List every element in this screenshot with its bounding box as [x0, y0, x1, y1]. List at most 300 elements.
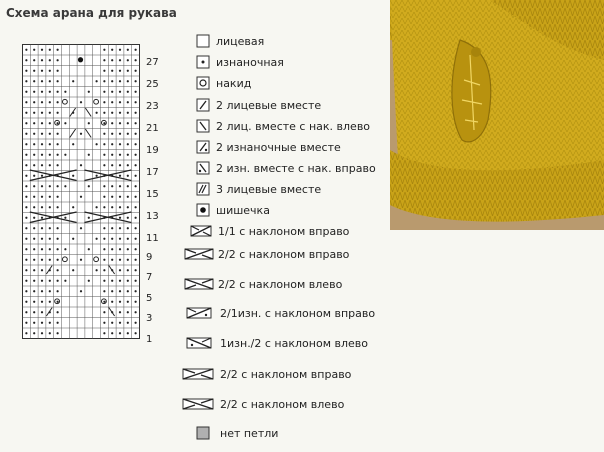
- purl-dot: [119, 59, 121, 61]
- purl-dot: [103, 122, 105, 124]
- purl-dot: [119, 175, 121, 177]
- purl-dot: [135, 122, 137, 124]
- row-number: 3: [146, 313, 153, 324]
- purl-dot: [57, 332, 59, 334]
- purl-dot: [25, 311, 27, 313]
- purl-dot: [33, 217, 35, 219]
- purl-dot: [103, 59, 105, 61]
- purl-dot: [119, 164, 121, 166]
- purl-dot: [135, 269, 137, 271]
- purl-dot: [111, 143, 113, 145]
- purl-dot: [25, 259, 27, 261]
- purl-dot: [64, 91, 66, 93]
- purl-dot: [25, 248, 27, 250]
- purl-dot: [49, 164, 51, 166]
- purl-dot: [49, 280, 51, 282]
- purl-dot: [41, 227, 43, 229]
- purl-dot: [72, 143, 74, 145]
- purl-dot: [41, 259, 43, 261]
- purl-dot: [103, 91, 105, 93]
- purl-dot: [33, 133, 35, 135]
- purl-dot: [119, 143, 121, 145]
- purl-dot: [135, 322, 137, 324]
- purl-dot: [80, 290, 82, 292]
- purl-dot: [103, 133, 105, 135]
- purl-dot: [41, 101, 43, 103]
- purl-dot: [49, 143, 51, 145]
- purl-dot: [41, 269, 43, 271]
- purl-dot: [88, 185, 90, 187]
- purl-dot: [135, 164, 137, 166]
- purl-dot: [41, 206, 43, 208]
- purl-dot: [25, 332, 27, 334]
- purl-dot: [33, 175, 35, 177]
- purl-dot: [80, 133, 82, 135]
- purl-dot: [111, 332, 113, 334]
- purl-dot: [127, 269, 129, 271]
- purl-dot: [33, 238, 35, 240]
- purl-dot: [25, 185, 27, 187]
- purl-dot: [41, 185, 43, 187]
- purl-dot: [127, 122, 129, 124]
- purl-dot: [57, 91, 59, 93]
- k3tog-symbol-icon: [196, 182, 210, 196]
- purl-dot: [103, 196, 105, 198]
- purl-dot: [57, 227, 59, 229]
- purl-dot: [119, 49, 121, 51]
- purl-dot: [49, 322, 51, 324]
- purl-dot: [25, 112, 27, 114]
- row-number: 21: [146, 123, 159, 134]
- cable-1-1-right-icon: [190, 225, 212, 237]
- purl-dot: [41, 332, 43, 334]
- purl-dot: [135, 238, 137, 240]
- row-number: 5: [146, 293, 153, 304]
- k2tog-left-symbol-icon: [196, 119, 210, 133]
- purl-dot: [127, 217, 129, 219]
- purl-dot: [33, 185, 35, 187]
- purl-dot: [119, 248, 121, 250]
- purl-dot: [64, 280, 66, 282]
- purl-dot: [119, 322, 121, 324]
- purl-dot: [64, 185, 66, 187]
- p2tog-symbol-icon: [196, 140, 210, 154]
- purl-dot: [119, 122, 121, 124]
- purl-dot: [127, 206, 129, 208]
- purl-dot: [111, 91, 113, 93]
- legend-label: 2 лиц. вместе с нак. влево: [216, 120, 371, 133]
- purl-dot: [49, 196, 51, 198]
- purl-dot: [33, 196, 35, 198]
- bobble-mark: [78, 57, 83, 62]
- cable-1p-2-left-icon: [186, 337, 212, 349]
- purl-dot: [49, 59, 51, 61]
- purl-dot: [96, 206, 98, 208]
- purl-dot: [135, 311, 137, 313]
- purl-dot: [49, 290, 51, 292]
- purl-dot: [96, 143, 98, 145]
- purl-dot: [135, 290, 137, 292]
- purl-dot: [25, 227, 27, 229]
- purl-dot: [135, 227, 137, 229]
- purl-dot: [57, 59, 59, 61]
- purl-dot: [33, 290, 35, 292]
- purl-dot: [135, 133, 137, 135]
- purl-dot: [88, 280, 90, 282]
- row-number: 9: [146, 252, 153, 263]
- purl-dot: [80, 259, 82, 261]
- purl-dot: [41, 122, 43, 124]
- purl-dot: [41, 175, 43, 177]
- purl-dot: [127, 185, 129, 187]
- purl-dot: [103, 290, 105, 292]
- legend-label: шишечка: [216, 204, 270, 217]
- row-number: 13: [146, 211, 159, 222]
- purl-dot: [57, 70, 59, 72]
- purl-dot: [135, 91, 137, 93]
- purl-dot: [25, 80, 27, 82]
- purl-dot: [103, 154, 105, 156]
- purl-dot: [119, 238, 121, 240]
- purl-dot: [119, 101, 121, 103]
- purl-dot: [111, 112, 113, 114]
- purl-dot: [119, 280, 121, 282]
- purl-dot: [103, 259, 105, 261]
- purl-dot: [49, 238, 51, 240]
- legend-label: нет петли: [220, 427, 279, 440]
- purl-dot: [25, 154, 27, 156]
- purl-dot: [49, 122, 51, 124]
- purl-dot: [80, 227, 82, 229]
- purl-dot: [88, 217, 90, 219]
- k2tog-symbol-icon: [196, 98, 210, 112]
- purl-dot: [119, 70, 121, 72]
- purl-dot: [135, 59, 137, 61]
- purl-dot: [103, 185, 105, 187]
- purl-dot: [135, 49, 137, 51]
- purl-dot: [111, 196, 113, 198]
- purl-dot: [25, 196, 27, 198]
- purl-dot: [111, 164, 113, 166]
- purl-dot: [25, 290, 27, 292]
- purl-dot: [111, 133, 113, 135]
- purl-dot: [135, 101, 137, 103]
- purl-dot: [103, 143, 105, 145]
- purl-dot: [119, 154, 121, 156]
- legend-label: лицевая: [216, 35, 265, 48]
- purl-dot: [103, 311, 105, 313]
- purl-dot: [103, 332, 105, 334]
- purl-dot: [135, 70, 137, 72]
- purl-dot: [111, 154, 113, 156]
- purl-dot: [135, 154, 137, 156]
- purl-dot: [49, 101, 51, 103]
- purl-dot: [88, 248, 90, 250]
- purl-dot: [103, 112, 105, 114]
- purl-dot: [57, 122, 59, 124]
- purl-dot: [49, 112, 51, 114]
- p2tog-right-symbol-icon: [196, 161, 210, 175]
- purl-dot: [49, 49, 51, 51]
- purl-dot: [33, 322, 35, 324]
- purl-dot: [119, 269, 121, 271]
- purl-dot: [25, 206, 27, 208]
- purl-dot: [111, 206, 113, 208]
- purl-dot: [135, 301, 137, 303]
- purl-dot: [64, 122, 66, 124]
- purl-dot: [49, 227, 51, 229]
- purl-dot: [57, 154, 59, 156]
- purl-dot: [111, 280, 113, 282]
- purl-dot: [33, 122, 35, 124]
- purl-dot: [111, 290, 113, 292]
- purl-dot: [57, 143, 59, 145]
- purl-dot: [127, 290, 129, 292]
- purl-dot: [72, 206, 74, 208]
- purl-dot: [41, 238, 43, 240]
- purl-dot: [111, 70, 113, 72]
- purl-dot: [111, 49, 113, 51]
- purl-dot: [33, 59, 35, 61]
- purl-dot: [119, 196, 121, 198]
- purl-dot: [57, 301, 59, 303]
- purl-dot: [111, 301, 113, 303]
- purl-dot: [41, 322, 43, 324]
- purl-dot: [119, 259, 121, 261]
- purl-dot: [33, 227, 35, 229]
- row-number: 25: [146, 79, 159, 90]
- purl-dot: [111, 248, 113, 250]
- purl-dot: [103, 238, 105, 240]
- purl-dot: [119, 217, 121, 219]
- row-number: 7: [146, 272, 153, 283]
- legend-label: 2/2 с наклоном влево: [220, 398, 345, 411]
- legend-label: 2/2 с наклоном вправо: [218, 248, 350, 261]
- cable-2-2-left-icon: [184, 278, 214, 290]
- purl-dot: [135, 206, 137, 208]
- purl-dot: [49, 133, 51, 135]
- purl-dot: [57, 269, 59, 271]
- purl-dot: [127, 91, 129, 93]
- purl-dot: [41, 80, 43, 82]
- legend-label: 2/2 с наклоном вправо: [220, 368, 352, 381]
- purl-dot: [33, 332, 35, 334]
- purl-dot: [127, 133, 129, 135]
- purl-dot: [127, 59, 129, 61]
- purl-dot: [41, 143, 43, 145]
- chart-title: Схема арана для рукава: [6, 6, 177, 20]
- purl-dot: [135, 217, 137, 219]
- row-number: 23: [146, 101, 159, 112]
- cable-2-1p-right-icon: [186, 307, 212, 319]
- purl-dot: [127, 238, 129, 240]
- purl-dot: [33, 301, 35, 303]
- purl-dot: [96, 112, 98, 114]
- purl-dot: [119, 227, 121, 229]
- purl-dot: [103, 101, 105, 103]
- purl-dot: [127, 175, 129, 177]
- purl-dot: [127, 301, 129, 303]
- purl-dot: [119, 332, 121, 334]
- purl-dot: [41, 112, 43, 114]
- purl-dot: [57, 196, 59, 198]
- purl-dot: [57, 280, 59, 282]
- purl-dot: [41, 91, 43, 93]
- purl-dot: [135, 196, 137, 198]
- purl-dot: [33, 311, 35, 313]
- purl-dot: [49, 206, 51, 208]
- purl-dot: [119, 206, 121, 208]
- purl-dot: [72, 269, 74, 271]
- purl-dot: [41, 290, 43, 292]
- purl-dot: [127, 227, 129, 229]
- purl-dot: [25, 238, 27, 240]
- purl-dot: [41, 59, 43, 61]
- purl-dot: [111, 101, 113, 103]
- purl-dot: [25, 49, 27, 51]
- purl-dot: [111, 238, 113, 240]
- purl-dot: [127, 164, 129, 166]
- purl-dot: [57, 322, 59, 324]
- purl-dot: [103, 280, 105, 282]
- legend-label: 3 лицевые вместе: [216, 183, 322, 196]
- purl-dot: [33, 269, 35, 271]
- purl-dot: [64, 217, 66, 219]
- purl-dot: [135, 112, 137, 114]
- row-numbers: [146, 0, 166, 452]
- purl-dot: [96, 238, 98, 240]
- purl-dot: [25, 143, 27, 145]
- purl-dot: [135, 248, 137, 250]
- purl-dot: [127, 280, 129, 282]
- purl-dot: [119, 80, 121, 82]
- purl-dot: [25, 101, 27, 103]
- purl-dot: [103, 227, 105, 229]
- legend-label: 2 изн. вместе с нак. вправо: [216, 162, 376, 175]
- purl-dot: [25, 133, 27, 135]
- purl-dot: [25, 322, 27, 324]
- purl-dot: [103, 269, 105, 271]
- legend-label: 1/1 с наклоном вправо: [218, 225, 350, 238]
- row-number: 11: [146, 233, 159, 244]
- purl-dot: [111, 322, 113, 324]
- purl-dot: [25, 70, 27, 72]
- purl-dot: [127, 248, 129, 250]
- purl-dot: [49, 332, 51, 334]
- purl-dot: [57, 80, 59, 82]
- purl-dot: [127, 332, 129, 334]
- cable-2-2-right-b-icon: [182, 368, 214, 380]
- purl-dot: [88, 154, 90, 156]
- purl-dot: [72, 238, 74, 240]
- purl-dot: [88, 91, 90, 93]
- purl-dot: [103, 301, 105, 303]
- purl-dot: [57, 259, 59, 261]
- purl-dot: [33, 70, 35, 72]
- purl-dot: [57, 112, 59, 114]
- purl-dot: [119, 112, 121, 114]
- purl-dot: [57, 248, 59, 250]
- purl-dot: [25, 164, 27, 166]
- purl-dot: [111, 259, 113, 261]
- purl-dot: [25, 175, 27, 177]
- purl-dot: [49, 248, 51, 250]
- purl-dot: [25, 280, 27, 282]
- legend: [190, 0, 390, 452]
- purl-dot: [127, 196, 129, 198]
- legend-label: накид: [216, 77, 252, 90]
- purl-dot: [127, 49, 129, 51]
- legend-label: 2/1изн. с наклоном вправо: [220, 307, 376, 320]
- purl-dot: [33, 91, 35, 93]
- cable-2-2-left-b-icon: [182, 398, 214, 410]
- purl-dot: [119, 91, 121, 93]
- purl-dot: [57, 164, 59, 166]
- purl-dot: [96, 80, 98, 82]
- purl-dot: [41, 133, 43, 135]
- purl-dot: [135, 175, 137, 177]
- purl-dot: [25, 217, 27, 219]
- purl-dot: [33, 112, 35, 114]
- purl-dot: [33, 280, 35, 282]
- purl-dot: [80, 164, 82, 166]
- purl-dot: [119, 185, 121, 187]
- purl-dot: [88, 122, 90, 124]
- purl-dot: [33, 259, 35, 261]
- purl-dot: [57, 133, 59, 135]
- purl-symbol-icon: [196, 55, 210, 69]
- purl-dot: [41, 49, 43, 51]
- purl-dot: [111, 185, 113, 187]
- legend-label: 2 лицевые вместе: [216, 99, 322, 112]
- purl-dot: [41, 217, 43, 219]
- purl-dot: [49, 80, 51, 82]
- purl-dot: [127, 80, 129, 82]
- purl-dot: [135, 332, 137, 334]
- purl-dot: [111, 122, 113, 124]
- purl-dot: [41, 301, 43, 303]
- purl-dot: [49, 70, 51, 72]
- sleeve-photo: [390, 0, 604, 230]
- purl-dot: [57, 49, 59, 51]
- purl-dot: [135, 259, 137, 261]
- purl-dot: [119, 133, 121, 135]
- purl-dot: [33, 80, 35, 82]
- purl-dot: [33, 101, 35, 103]
- purl-dot: [41, 196, 43, 198]
- purl-dot: [41, 154, 43, 156]
- purl-dot: [103, 49, 105, 51]
- purl-dot: [127, 259, 129, 261]
- purl-dot: [33, 164, 35, 166]
- no-stitch-symbol-icon: [196, 426, 210, 440]
- purl-dot: [57, 290, 59, 292]
- purl-dot: [135, 185, 137, 187]
- purl-dot: [103, 206, 105, 208]
- row-number: 27: [146, 57, 159, 68]
- purl-dot: [80, 196, 82, 198]
- legend-label: 1изн./2 с наклоном влево: [220, 337, 368, 350]
- purl-dot: [111, 59, 113, 61]
- purl-dot: [103, 248, 105, 250]
- purl-dot: [119, 301, 121, 303]
- yarnover-symbol-icon: [196, 76, 210, 90]
- row-number: 17: [146, 167, 159, 178]
- purl-dot: [57, 206, 59, 208]
- legend-label: изнаночная: [216, 56, 284, 69]
- row-number: 1: [146, 334, 153, 345]
- purl-dot: [127, 101, 129, 103]
